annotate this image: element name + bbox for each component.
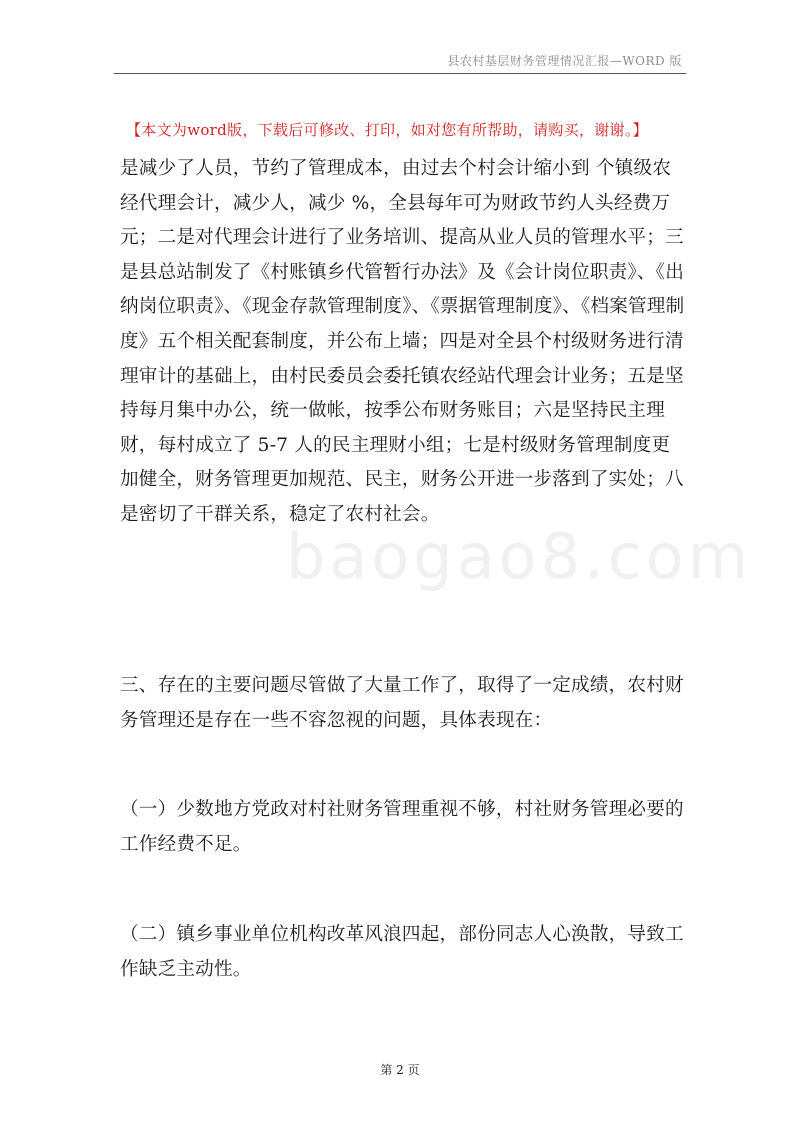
download-notice: 【本文为word版，下载后可修改、打印，如对您有所帮助，请购买，谢谢。】 xyxy=(126,121,648,139)
paragraph-problem-two: （二）镇乡事业单位机构改革风浪四起，部份同志人心涣散，导致工作缺乏主动性。 xyxy=(120,924,684,980)
paragraph-problem-one: （一）少数地方党政对村社财务管理重视不够，村社财务管理必要的工作经费不足。 xyxy=(120,799,684,855)
paragraph-achievements: 是减少了人员，节约了管理成本，由过去个村会计缩小到 个镇级农经代理会计，减少人，减少 %，全县每年可为财政节约人头经费万元；二是对代理会计进行了业务培训、提高从业人员的管理水平；三是县总站制发了《村账镇乡代管暂行办法》及《会计岗位职责》、《出纳岗位职责》、《现金存款管理制度》、《票据管理制度》、《档案管理制度》五个相关配套制度，并公布上墙；四是对全县个村级财务进行清理审计的基础上，由村民委员会委托镇农经站代理会计业务；五是坚持每月集中办公，统一做帐，按季公布财务账目；六是坚持民主理财，每村成立了 5-7 人的民主理财小组；七是村级财务管理制度更加健全，财务管理更加规范、民主，财务公开进一步落到了实处；八是密切了干群关系，稳定了农村社会。 xyxy=(120,158,685,525)
paragraph-section-three: 三、存在的主要问题尽管做了大量工作了，取得了一定成绩，农村财务管理还是存在一些不容忽视的问题，具体表现在： xyxy=(120,675,684,731)
watermark: baogao8.com xyxy=(286,520,753,593)
page-number: 第 2 页 xyxy=(380,1063,420,1077)
header-divider xyxy=(114,73,686,74)
running-header: 县农村基层财务管理情况汇报—WORD 版 xyxy=(447,54,682,68)
